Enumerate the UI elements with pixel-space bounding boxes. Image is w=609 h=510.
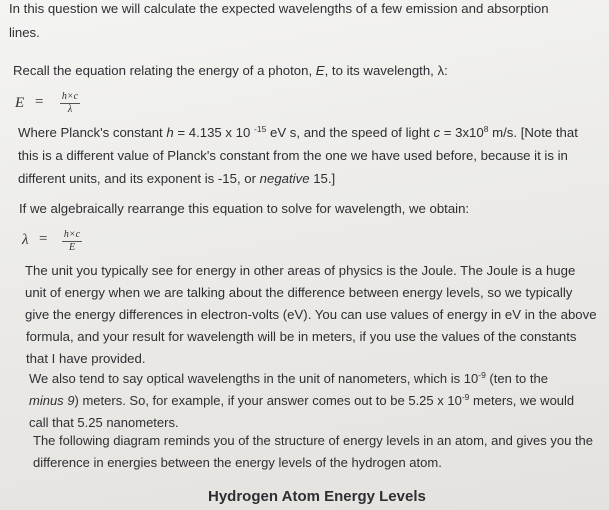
- planck-l3c: 15.]: [309, 171, 336, 186]
- eq1-denominator: λ: [67, 104, 73, 115]
- joule-line-1: The unit you typically see for energy in other areas of physics is the Joule. The Joule is a huge: [25, 263, 576, 278]
- recall-line: [13, 60, 448, 82]
- eq2-lhs: λ: [22, 232, 29, 248]
- nano-l1a: We also tend to say optical wavelengths in the unit of nanometers, which is 10: [29, 371, 479, 386]
- planck-l1c: eV s, and the speed of light: [266, 125, 434, 140]
- joule-line-5: that I have provided.: [26, 351, 146, 366]
- planck-l1e: m/s. [Note that: [488, 125, 578, 140]
- planck-l3b: negative: [259, 171, 310, 186]
- planck-line-2: this is a different value of Planck's constant from the one we have used before, because it is in: [18, 148, 568, 163]
- planck-line-1: [18, 122, 578, 144]
- diagram-line-1: The following diagram reminds you of the structure of energy levels in an atom, and gives you the: [33, 433, 594, 448]
- planck-l1a: Where Planck's constant: [18, 125, 167, 140]
- rearrange-line: If we algebraically rearrange this equation to solve for wavelength, we obtain:: [19, 201, 470, 216]
- nano-l1b: (ten to the: [485, 371, 548, 386]
- eq2-fraction: [62, 230, 82, 253]
- nano-line-2: [29, 390, 574, 412]
- nano-exponent-1: -9: [478, 370, 486, 380]
- eq2-denominator: E: [68, 242, 76, 253]
- nano-line-3: call that 5.25 nanometers.: [29, 415, 179, 430]
- eq1-lhs: E: [15, 95, 25, 111]
- intro-line-2: lines.: [9, 25, 40, 40]
- nano-l2a: minus 9: [29, 393, 75, 408]
- planck-line-3: [18, 168, 335, 190]
- nano-l2c: meters, we would: [469, 393, 575, 408]
- eq2-equals: =: [39, 231, 48, 247]
- nano-line-1: [29, 368, 548, 390]
- planck-l3a: different units, and its exponent is -15, or: [18, 171, 260, 186]
- planck-exponent-1: -15: [254, 124, 267, 134]
- planck-l1d: = 3x10: [440, 125, 484, 140]
- eq1-numerator: h×c: [61, 91, 79, 102]
- intro-line-1: In this question we will calculate the expected wavelengths of a few emission and absorption: [9, 1, 549, 16]
- planck-l1b: = 4.135 x 10: [173, 125, 255, 140]
- nano-l2b: ) meters. So, for example, if your answer comes out to be 5.25 x 10: [74, 393, 462, 408]
- planck-var-c: c: [433, 125, 441, 140]
- recall-var-e: E: [315, 63, 325, 78]
- eq1-equals: =: [35, 94, 44, 110]
- eq1-fraction: [60, 92, 80, 115]
- joule-line-3: give the energy differences in electron-volts (eV). You can use values of energy in eV in the above: [25, 307, 597, 322]
- joule-line-4: formula, and your result for wavelength will be in meters, if you use the values of the constants: [26, 329, 577, 344]
- nano-exponent-2: -9: [461, 392, 470, 402]
- diagram-line-2: difference in energies between the energy levels of the hydrogen atom.: [33, 455, 442, 470]
- joule-line-2: unit of energy when we are talking about the difference between energy levels, so we typically: [25, 285, 573, 300]
- diagram-heading: Hydrogen Atom Energy Levels: [208, 488, 426, 505]
- recall-suffix: , to its wavelength, λ:: [324, 63, 448, 78]
- recall-prefix: Recall the equation relating the energy of a photon,: [13, 63, 316, 78]
- planck-exponent-2: 8: [483, 124, 489, 134]
- planck-var-h: h: [166, 125, 174, 140]
- eq2-numerator: h×c: [63, 229, 81, 240]
